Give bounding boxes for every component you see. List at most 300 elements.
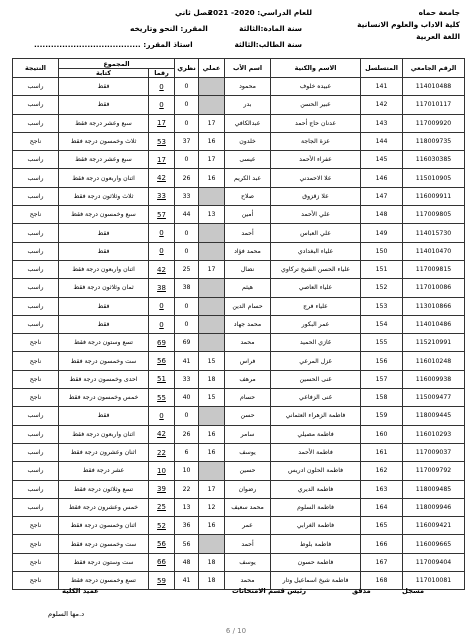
cell-result: راسب [13, 260, 59, 278]
cell-result: راسب [13, 169, 59, 187]
cell-father-name: خلدون [225, 132, 271, 150]
cell-student-name: فاطمة الديري [271, 480, 361, 498]
cell-theory: 41 [175, 352, 199, 370]
cell-total-words: عشر درجة فقط [59, 462, 149, 480]
cell-practical [199, 315, 225, 333]
cell-student-id: 118009485 [403, 480, 465, 498]
cell-father-name: عبد الكريم [225, 169, 271, 187]
cell-total-digits: 53 [149, 132, 175, 150]
cell-total-digits: 42 [149, 425, 175, 443]
cell-serial: 166 [361, 535, 403, 553]
cell-result: راسب [13, 498, 59, 516]
cell-student-id: 117010086 [403, 279, 465, 297]
cell-total-digits: 57 [149, 206, 175, 224]
cell-father-name: محمود [225, 78, 271, 96]
university-name: جامعة حماه [418, 8, 460, 17]
cell-student-name: فاطمة الغرابي [271, 517, 361, 535]
department-name: اللغة العربية [416, 32, 460, 41]
cell-student-id: 114010470 [403, 242, 465, 260]
cell-student-id: 118009735 [403, 132, 465, 150]
cell-student-name: علي العباس [271, 224, 361, 242]
cell-serial: 157 [361, 370, 403, 388]
cell-practical [199, 96, 225, 114]
cell-practical: 17 [199, 480, 225, 498]
cell-practical: 17 [199, 114, 225, 132]
cell-student-id: 116009911 [403, 187, 465, 205]
cell-theory: 40 [175, 389, 199, 407]
cell-result: ناجح [13, 535, 59, 553]
cell-total-words: سبع وعشر درجة فقط [59, 151, 149, 169]
cell-practical: 17 [199, 260, 225, 278]
registrar-label: مسجل [402, 587, 425, 595]
cell-father-name: محمد [225, 572, 271, 590]
table-row [13, 425, 465, 443]
table-row [13, 370, 465, 388]
exams-head-label: رئيس قسم الامتحانات [232, 587, 307, 595]
header-row [13, 59, 465, 69]
cell-practical [199, 242, 225, 260]
cell-serial: 164 [361, 498, 403, 516]
cell-student-name: غازي الحميد [271, 334, 361, 352]
cell-result: راسب [13, 425, 59, 443]
cell-serial: 156 [361, 352, 403, 370]
table-row [13, 224, 465, 242]
checker-label: مدقق [352, 587, 371, 595]
cell-total-digits: 42 [149, 260, 175, 278]
cell-practical [199, 279, 225, 297]
cell-student-name: غنى الزفاعي [271, 389, 361, 407]
cell-total-digits: 0 [149, 297, 175, 315]
cell-serial: 153 [361, 297, 403, 315]
cell-serial: 146 [361, 169, 403, 187]
cell-student-id: 117009037 [403, 443, 465, 461]
cell-total-words: ست وخمسون درجة فقط [59, 352, 149, 370]
dean-label: عميد الكلية [62, 587, 99, 595]
cell-student-id: 118009946 [403, 498, 465, 516]
cell-total-words: فقط [59, 242, 149, 260]
academic-year [208, 8, 312, 17]
cell-total-words: تسع وخمسون درجة فقط [59, 572, 149, 590]
col-header-practical: عملي [199, 59, 225, 78]
cell-student-id: 117010117 [403, 96, 465, 114]
cell-theory: 37 [175, 132, 199, 150]
col-header-result: النتيجة [13, 59, 59, 78]
cell-theory: 0 [175, 315, 199, 333]
cell-student-id: 117009805 [403, 206, 465, 224]
cell-total-digits: 38 [149, 279, 175, 297]
cell-result: ناجح [13, 517, 59, 535]
cell-theory: 33 [175, 187, 199, 205]
cell-total-digits: 42 [149, 169, 175, 187]
semester: فصل ثاني [175, 8, 213, 17]
cell-result: راسب [13, 224, 59, 242]
cell-theory: 25 [175, 260, 199, 278]
cell-serial: 158 [361, 389, 403, 407]
cell-total-words: اثنان وعشرون درجة فقط [59, 443, 149, 461]
table-row [13, 297, 465, 315]
cell-father-name: أحمد [225, 535, 271, 553]
cell-practical: 15 [199, 352, 225, 370]
cell-total-digits: 56 [149, 352, 175, 370]
cell-father-name: مرهف [225, 370, 271, 388]
table-row [13, 132, 465, 150]
cell-father-name: رضوان [225, 480, 271, 498]
col-header-total-words: كتابة [59, 69, 149, 78]
cell-student-id: 117009792 [403, 462, 465, 480]
cell-serial: 149 [361, 224, 403, 242]
cell-result: ناجح [13, 334, 59, 352]
faculty-name: كلية الاداب والعلوم الانسانية [357, 20, 460, 29]
cell-student-name: علياء البغدادي [271, 242, 361, 260]
cell-student-name: فاطمة الزهراء العثماني [271, 407, 361, 425]
cell-total-words: اثنان وخمسون درجة فقط [59, 517, 149, 535]
cell-theory: 0 [175, 96, 199, 114]
cell-practical: 16 [199, 169, 225, 187]
student-year: سنة الطالب:الثالثة [234, 40, 302, 49]
cell-total-words: اثنان واربعون درجة فقط [59, 169, 149, 187]
table-row [13, 389, 465, 407]
cell-theory: 6 [175, 443, 199, 461]
table-row [13, 352, 465, 370]
instructor: استاذ المقرر: ...................................... [34, 40, 193, 49]
course-label: المقرر: [180, 24, 208, 33]
page-indicator: 6 / 10 [225, 627, 247, 635]
cell-theory: 38 [175, 279, 199, 297]
cell-father-name: محمد فؤاد [225, 242, 271, 260]
cell-total-words: فقط [59, 78, 149, 96]
cell-father-name: محمد سعيف [225, 498, 271, 516]
cell-total-words: تسع وثلاثون درجة فقط [59, 480, 149, 498]
cell-student-name: غنى الحسين [271, 370, 361, 388]
table-row [13, 279, 465, 297]
cell-practical: 18 [199, 572, 225, 590]
cell-father-name: هيثم [225, 279, 271, 297]
cell-serial: 165 [361, 517, 403, 535]
cell-father-name: أمين [225, 206, 271, 224]
cell-student-name: عبيده خلوف [271, 78, 361, 96]
cell-serial: 144 [361, 132, 403, 150]
cell-total-words: احدى وخمسون درجة فقط [59, 370, 149, 388]
cell-total-words: ثلاث وخمسون درجة فقط [59, 132, 149, 150]
cell-practical [199, 334, 225, 352]
cell-total-words: خمس وعشرون درجة فقط [59, 498, 149, 516]
table-row [13, 334, 465, 352]
cell-student-name: عفراء الأحمد [271, 151, 361, 169]
table-row [13, 553, 465, 571]
cell-total-digits: 0 [149, 315, 175, 333]
cell-total-words: فقط [59, 96, 149, 114]
cell-serial: 142 [361, 96, 403, 114]
cell-student-id: 117009404 [403, 553, 465, 571]
table-row [13, 114, 465, 132]
cell-result: ناجح [13, 572, 59, 590]
cell-serial: 145 [361, 151, 403, 169]
cell-practical: 12 [199, 498, 225, 516]
cell-theory: 0 [175, 114, 199, 132]
cell-result: راسب [13, 78, 59, 96]
cell-theory: 22 [175, 480, 199, 498]
cell-theory: 33 [175, 370, 199, 388]
cell-total-digits: 0 [149, 242, 175, 260]
cell-father-name: حسين [225, 462, 271, 480]
cell-student-id: 115210991 [403, 334, 465, 352]
cell-theory: 10 [175, 462, 199, 480]
grades-table [12, 58, 465, 590]
cell-total-words: فقط [59, 407, 149, 425]
cell-total-words: سبع وعشر درجة فقط [59, 114, 149, 132]
cell-serial: 167 [361, 553, 403, 571]
cell-father-name: يوسف [225, 553, 271, 571]
cell-theory: 0 [175, 224, 199, 242]
cell-practical: 16 [199, 443, 225, 461]
cell-practical: 13 [199, 206, 225, 224]
cell-theory: 48 [175, 553, 199, 571]
cell-theory: 69 [175, 334, 199, 352]
table-row [13, 498, 465, 516]
cell-total-digits: 17 [149, 114, 175, 132]
cell-total-digits: 59 [149, 572, 175, 590]
cell-result: ناجح [13, 206, 59, 224]
cell-total-words: خمس وخمسون درجة فقط [59, 389, 149, 407]
table-row [13, 315, 465, 333]
cell-practical: 18 [199, 553, 225, 571]
cell-total-digits: 0 [149, 96, 175, 114]
cell-father-name: عيسى [225, 151, 271, 169]
cell-father-name: سامر [225, 425, 271, 443]
cell-father-name: عمر [225, 517, 271, 535]
cell-father-name: عبدالكافي [225, 114, 271, 132]
cell-total-digits: 10 [149, 462, 175, 480]
cell-student-name: علي الأحمد [271, 206, 361, 224]
cell-total-words: ست وخمسون درجة فقط [59, 535, 149, 553]
cell-result: ناجح [13, 389, 59, 407]
cell-total-words: فقط [59, 224, 149, 242]
cell-theory: 44 [175, 206, 199, 224]
course-value: النحو وتاريخه [130, 24, 178, 33]
cell-student-id: 117009920 [403, 114, 465, 132]
cell-student-id: 115009477 [403, 389, 465, 407]
cell-total-words: سبع وخمسون درجة فقط [59, 206, 149, 224]
cell-result: راسب [13, 480, 59, 498]
cell-student-id: 116010248 [403, 352, 465, 370]
cell-serial: 155 [361, 334, 403, 352]
cell-student-name: عزة الجاجة [271, 132, 361, 150]
cell-total-digits: 22 [149, 443, 175, 461]
cell-total-digits: 55 [149, 389, 175, 407]
cell-theory: 26 [175, 425, 199, 443]
cell-father-name: حسام [225, 389, 271, 407]
cell-theory: 0 [175, 297, 199, 315]
table-row [13, 407, 465, 425]
cell-father-name: حسن [225, 407, 271, 425]
cell-practical: 15 [199, 389, 225, 407]
cell-father-name: محمد [225, 334, 271, 352]
cell-practical: 17 [199, 151, 225, 169]
cell-student-id: 113010866 [403, 297, 465, 315]
cell-practical [199, 297, 225, 315]
cell-theory: 26 [175, 169, 199, 187]
cell-result: راسب [13, 151, 59, 169]
cell-student-name: علياء العاصي [271, 279, 361, 297]
cell-total-digits: 39 [149, 480, 175, 498]
cell-student-name: علياء فرج [271, 297, 361, 315]
cell-theory: 0 [175, 407, 199, 425]
cell-total-words: ثمان وثلاثون درجة فقط [59, 279, 149, 297]
cell-serial: 151 [361, 260, 403, 278]
cell-total-digits: 0 [149, 78, 175, 96]
cell-result: راسب [13, 443, 59, 461]
cell-serial: 154 [361, 315, 403, 333]
cell-result: ناجح [13, 132, 59, 150]
cell-practical: 18 [199, 370, 225, 388]
cell-theory: 0 [175, 242, 199, 260]
cell-serial: 168 [361, 572, 403, 590]
cell-total-words: تسع وستون درجة فقط [59, 334, 149, 352]
cell-theory: 56 [175, 535, 199, 553]
cell-father-name: بدر [225, 96, 271, 114]
table-row [13, 535, 465, 553]
cell-practical [199, 535, 225, 553]
table-row [13, 78, 465, 96]
table-row [13, 96, 465, 114]
cell-serial: 152 [361, 279, 403, 297]
cell-student-id: 116009938 [403, 370, 465, 388]
cell-student-id: 116009421 [403, 517, 465, 535]
cell-serial: 159 [361, 407, 403, 425]
table-row [13, 480, 465, 498]
table-row [13, 462, 465, 480]
cell-result: راسب [13, 297, 59, 315]
cell-total-words: فقط [59, 315, 149, 333]
cell-result: ناجح [13, 553, 59, 571]
cell-student-name: فاطمة بلوط [271, 535, 361, 553]
cell-practical: 16 [199, 132, 225, 150]
cell-student-id: 118009445 [403, 407, 465, 425]
academic-year-label: للعام الدراسي: [257, 8, 312, 17]
col-header-id: الرقم الجامعي [403, 59, 465, 78]
cell-total-words: اثنان واربعون درجة فقط [59, 425, 149, 443]
cell-student-name: فاطمة الأحمد [271, 443, 361, 461]
table-row [13, 151, 465, 169]
cell-student-name: عبير الحسن [271, 96, 361, 114]
col-header-name: الاسم والكنية [271, 59, 361, 78]
cell-student-id: 114010488 [403, 78, 465, 96]
cell-total-words: ست وستون درجة فقط [59, 553, 149, 571]
col-header-total-digits: رقما [149, 69, 175, 78]
table-row [13, 242, 465, 260]
cell-result: ناجح [13, 352, 59, 370]
cell-theory: 36 [175, 517, 199, 535]
cell-total-words: اثنان واربعون درجة فقط [59, 260, 149, 278]
col-header-total: المجموع [59, 59, 175, 69]
cell-result: راسب [13, 462, 59, 480]
cell-student-id: 116010293 [403, 425, 465, 443]
cell-serial: 162 [361, 462, 403, 480]
cell-father-name: صلاح [225, 187, 271, 205]
cell-student-name: علا الاحمدني [271, 169, 361, 187]
table-row [13, 187, 465, 205]
cell-student-id: 117010081 [403, 572, 465, 590]
cell-student-name: علياء الحسن الشيخ تركاوي [271, 260, 361, 278]
cell-student-name: فاطمة شيخ اسماعيل وتار [271, 572, 361, 590]
cell-student-name: علا زقزوق [271, 187, 361, 205]
cell-practical [199, 224, 225, 242]
table-row [13, 260, 465, 278]
cell-student-name: فاطمة الحلون ادريس [271, 462, 361, 480]
col-header-serial: المتسلسل [361, 59, 403, 78]
cell-practical: 16 [199, 425, 225, 443]
cell-student-id: 117009815 [403, 260, 465, 278]
cell-serial: 161 [361, 443, 403, 461]
cell-student-name: فاطمة حسون [271, 553, 361, 571]
cell-total-digits: 51 [149, 370, 175, 388]
cell-result: راسب [13, 114, 59, 132]
cell-result: راسب [13, 96, 59, 114]
subject-year: سنة المادة:الثالثة [239, 24, 302, 33]
cell-total-digits: 25 [149, 498, 175, 516]
cell-result: راسب [13, 187, 59, 205]
academic-year-value: 2020- 2021 [207, 8, 255, 17]
cell-total-digits: 33 [149, 187, 175, 205]
cell-father-name: يوسف [225, 443, 271, 461]
cell-student-name: فاطمة السلوم [271, 498, 361, 516]
col-header-theory: نظري [175, 59, 199, 78]
cell-serial: 143 [361, 114, 403, 132]
cell-total-digits: 17 [149, 151, 175, 169]
cell-result: راسب [13, 279, 59, 297]
cell-serial: 150 [361, 242, 403, 260]
cell-student-id: 116009665 [403, 535, 465, 553]
cell-practical: 16 [199, 517, 225, 535]
cell-total-words: ثلاث وثلاثون درجة فقط [59, 187, 149, 205]
cell-serial: 148 [361, 206, 403, 224]
table-row [13, 169, 465, 187]
cell-practical [199, 187, 225, 205]
col-header-father: اسم الأب [225, 59, 271, 78]
cell-father-name: حسام الدين [225, 297, 271, 315]
cell-theory: 0 [175, 78, 199, 96]
cell-student-name: عدنان حاج أحمد [271, 114, 361, 132]
cell-father-name: أحمد [225, 224, 271, 242]
table-row [13, 206, 465, 224]
cell-theory: 13 [175, 498, 199, 516]
cell-serial: 163 [361, 480, 403, 498]
cell-practical [199, 462, 225, 480]
cell-result: راسب [13, 315, 59, 333]
cell-student-name: عمر البكور [271, 315, 361, 333]
cell-practical [199, 78, 225, 96]
cell-student-id: 114010486 [403, 315, 465, 333]
dean-name: د.مها السلوم [48, 610, 85, 618]
cell-result: ناجح [13, 370, 59, 388]
cell-father-name: نضال [225, 260, 271, 278]
cell-result: راسب [13, 242, 59, 260]
cell-serial: 141 [361, 78, 403, 96]
table-row [13, 443, 465, 461]
cell-total-digits: 69 [149, 334, 175, 352]
cell-total-digits: 0 [149, 407, 175, 425]
cell-student-id: 114015730 [403, 224, 465, 242]
cell-student-name: غزل المرعي [271, 352, 361, 370]
cell-student-name: فاطمة مصيلي [271, 425, 361, 443]
cell-practical [199, 407, 225, 425]
cell-total-digits: 0 [149, 224, 175, 242]
cell-theory: 0 [175, 151, 199, 169]
course [130, 24, 208, 33]
cell-father-name: فراس [225, 352, 271, 370]
cell-total-digits: 52 [149, 517, 175, 535]
table-row [13, 517, 465, 535]
